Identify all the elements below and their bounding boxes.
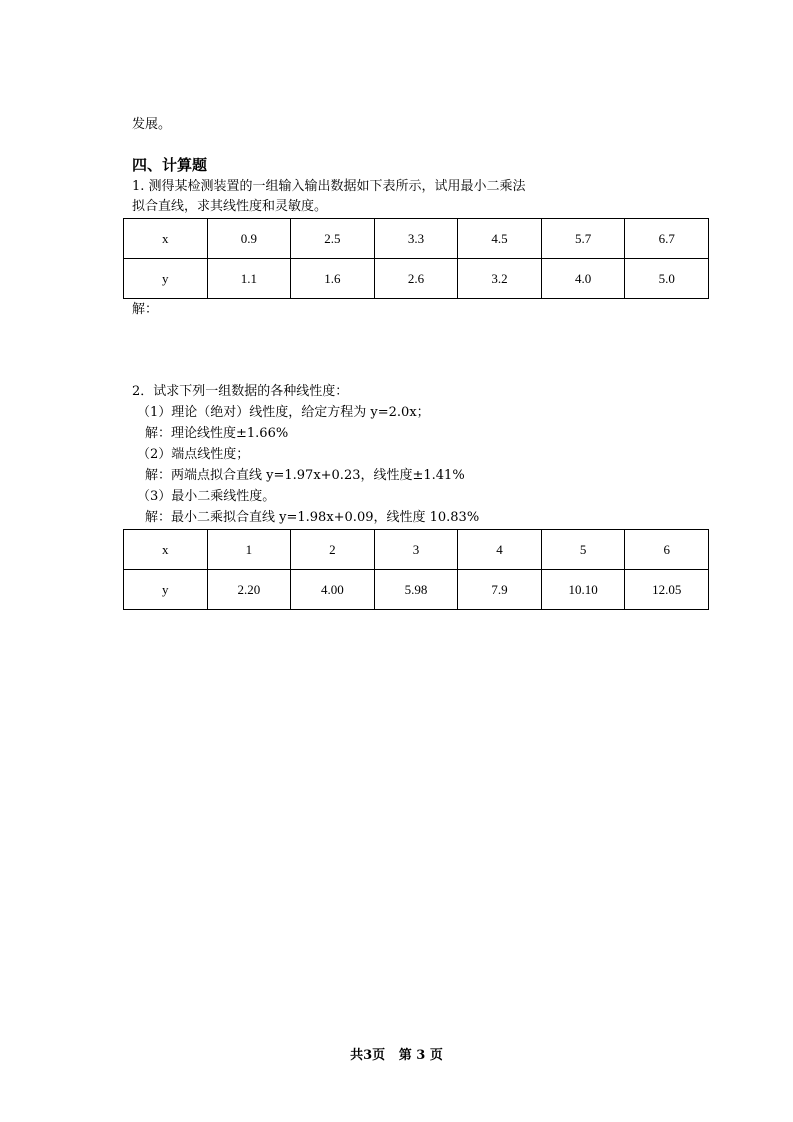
table-cell: 7.9 <box>458 570 542 610</box>
q1-data-table <box>123 218 709 299</box>
table-cell: 3.2 <box>458 259 542 299</box>
table-cell: 3.3 <box>374 219 458 259</box>
q1-line1: 1. 测得某检测装置的一组输入输出数据如下表所示，试用最小二乘法 <box>132 179 526 194</box>
table-row <box>124 219 709 259</box>
q2-line: （2）端点线性度； <box>137 447 250 462</box>
table-cell: 4 <box>458 530 542 570</box>
table-cell: 1.1 <box>207 259 291 299</box>
table-cell: 2 <box>291 530 375 570</box>
q1-answer-label: 解： <box>132 302 159 317</box>
q2-line: （3）最小二乘线性度。 <box>137 489 276 504</box>
table-cell: 1.6 <box>291 259 375 299</box>
table-row <box>124 570 709 610</box>
q2-line: （1）理论（绝对）线性度，给定方程为 y=2.0x； <box>137 405 430 420</box>
table-cell: 5.7 <box>541 219 625 259</box>
table-cell: 4.0 <box>541 259 625 299</box>
table-cell: 12.05 <box>625 570 709 610</box>
table-cell: 5 <box>541 530 625 570</box>
table-row <box>124 530 709 570</box>
row-label: y <box>124 259 208 299</box>
q2-data-table <box>123 529 709 610</box>
table-cell: 2.5 <box>291 219 375 259</box>
q2-line: 解：两端点拟合直线 y=1.97x+0.23，线性度±1.41% <box>145 468 465 483</box>
q2-line: 解：最小二乘拟合直线 y=1.98x+0.09，线性度 10.83% <box>145 510 480 525</box>
table-cell: 1 <box>207 530 291 570</box>
table-cell: 6.7 <box>625 219 709 259</box>
table-cell: 5.0 <box>625 259 709 299</box>
table-cell: 5.98 <box>374 570 458 610</box>
table-cell: 4.00 <box>291 570 375 610</box>
table-cell: 10.10 <box>541 570 625 610</box>
q1-line2: 拟合直线，求其线性度和灵敏度。 <box>132 199 328 214</box>
q2-line: 2．试求下列一组数据的各种线性度： <box>132 384 349 399</box>
row-label: y <box>124 570 208 610</box>
row-label: x <box>124 219 208 259</box>
table-cell: 3 <box>374 530 458 570</box>
table-cell: 2.6 <box>374 259 458 299</box>
intro-tail-text: 发展。 <box>132 117 172 132</box>
table-cell: 4.5 <box>458 219 542 259</box>
table-cell: 2.20 <box>207 570 291 610</box>
q2-line: 解：理论线性度±1.66% <box>145 426 289 441</box>
row-label: x <box>124 530 208 570</box>
table-row <box>124 259 709 299</box>
page-footer: 共3页 第 3 页 <box>350 1048 443 1063</box>
section-heading: 四、计算题 <box>132 156 208 174</box>
table-cell: 6 <box>625 530 709 570</box>
table-cell: 0.9 <box>207 219 291 259</box>
